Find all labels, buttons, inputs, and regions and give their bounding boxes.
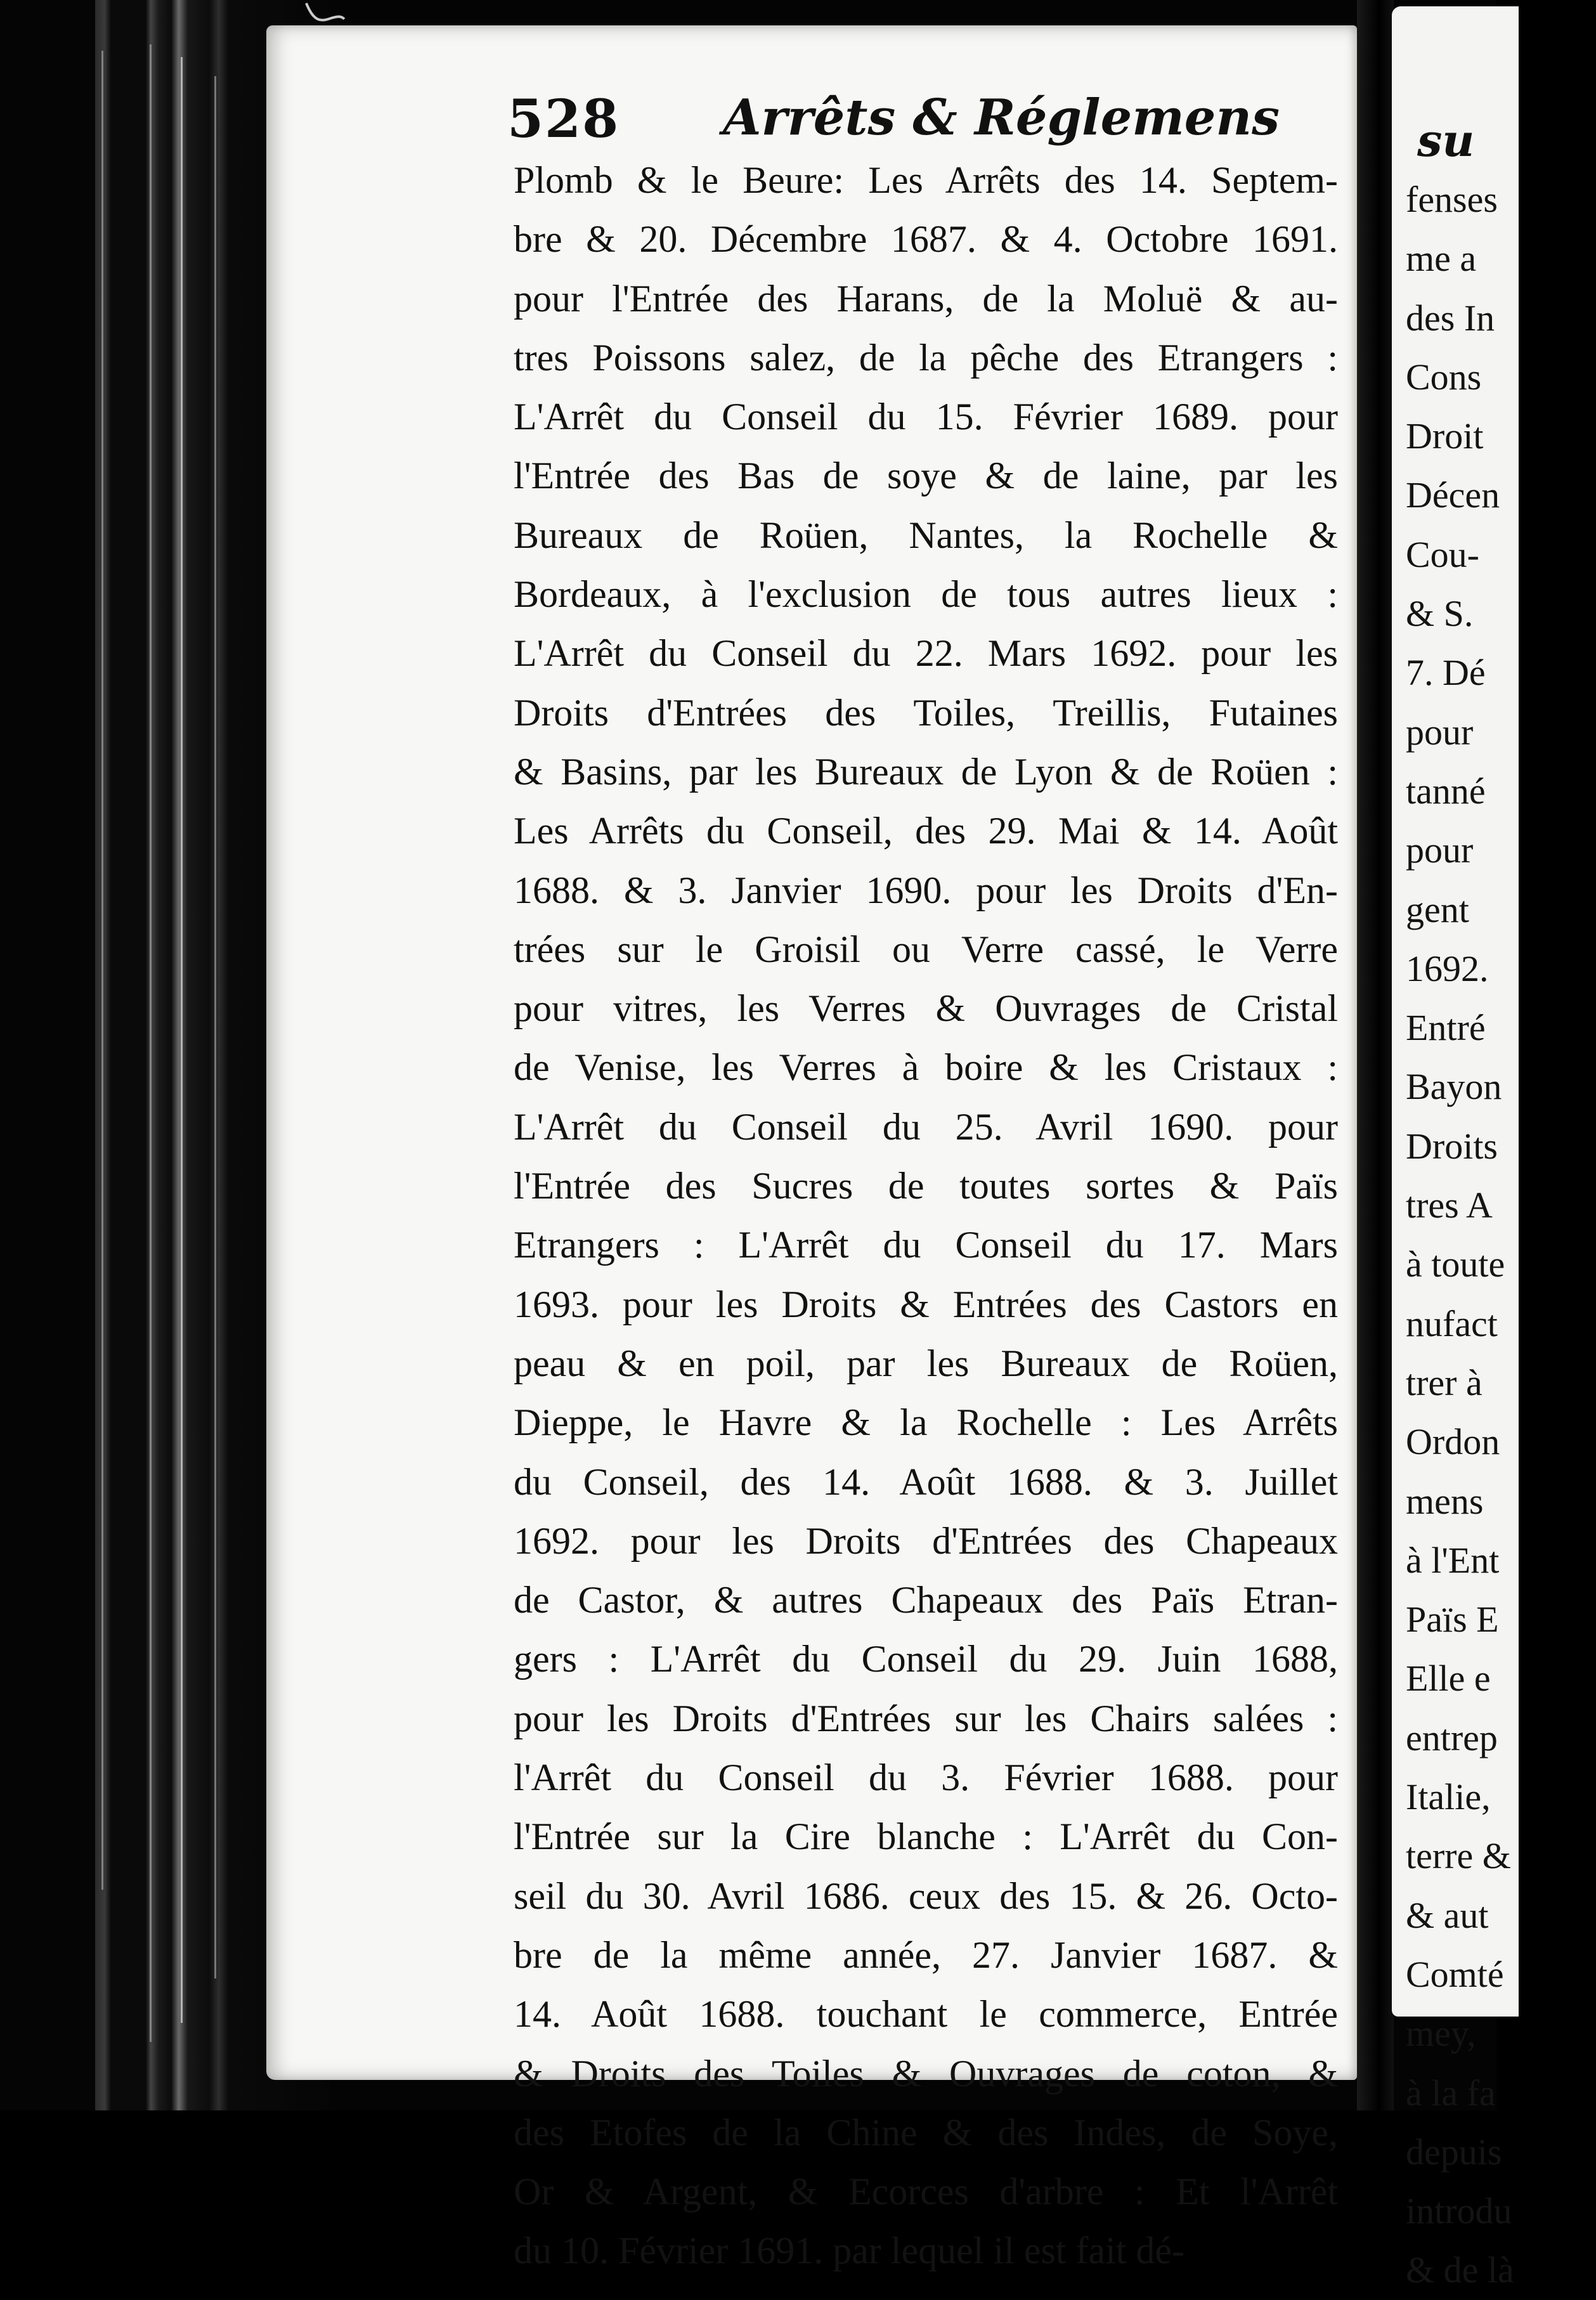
text-line: & Basins, par les Bureaux de Lyon & de Roüen : [514, 750, 1338, 793]
text-line: seil du 30. Avril 1686. ceux des 15. & 26. Octo- [514, 1874, 1338, 1917]
right-text-line: nufact [1406, 1303, 1498, 1344]
text-line: de Castor, & autres Chapeaux des Païs Etran- [514, 1579, 1338, 1621]
right-text-line: entrep [1406, 1717, 1498, 1758]
right-text-line: Bayon [1406, 1066, 1502, 1108]
right-text-line: Droit [1406, 415, 1484, 457]
text-line: pour l'Entrée des Harans, de la Moluë & au- [514, 277, 1338, 320]
text-line: Droits d'Entrées des Toiles, Treillis, Futaines [514, 691, 1338, 734]
text-line: pour vitres, les Verres & Ouvrages de Cristal [514, 987, 1338, 1030]
text-line: & Droits des Toiles & Ouvrages de coton, & [514, 2052, 1338, 2095]
right-text-line: depuis [1406, 2131, 1502, 2173]
right-text-line: Italie, [1406, 1776, 1491, 1818]
text-line: pour les Droits d'Entrées sur les Chairs salées : [514, 1697, 1338, 1739]
right-text-line: fenses [1406, 179, 1498, 220]
text-line: Les Arrêts du Conseil, des 29. Mai & 14. Août [514, 810, 1338, 852]
right-text-line: introdu [1406, 2190, 1512, 2232]
text-line: 1692. pour les Droits d'Entrées des Chapeaux [514, 1519, 1338, 1562]
right-text-line: à toute [1406, 1244, 1505, 1285]
right-text-line: Comté [1406, 1953, 1504, 1995]
text-line: Dieppe, le Havre & la Rochelle : Les Arrêts [514, 1401, 1338, 1444]
right-text-line: à la fa [1406, 2072, 1496, 2114]
page-number: 528 [507, 89, 620, 150]
right-text-line: Droits [1406, 1125, 1498, 1167]
text-line: des Etofes de la Chine & des Indes, de Soye, [514, 2111, 1338, 2154]
text-line: Bordeaux, à l'exclusion de tous autres lieux : [514, 573, 1338, 616]
right-text-line: terre & [1406, 1835, 1511, 1877]
text-line: Etrangers : L'Arrêt du Conseil du 17. Mars [514, 1224, 1338, 1266]
right-text-line: Elle e [1406, 1658, 1491, 1699]
right-text-line: gent [1406, 888, 1469, 930]
right-text-line: & de là [1406, 2249, 1514, 2291]
text-line: tres Poissons salez, de la pêche des Etrangers : [514, 336, 1338, 379]
right-text-line: Ordon [1406, 1421, 1500, 1463]
text-line: trées sur le Groisil ou Verre cassé, le Verre [514, 928, 1338, 970]
text-line: bre de la même année, 27. Janvier 1687. & [514, 1933, 1338, 1976]
text-line: l'Entrée sur la Cire blanche : L'Arrêt du Con- [514, 1816, 1338, 1858]
running-title: Arrêts & Réglemens [723, 89, 1280, 146]
text-line: Bureaux de Roüen, Nantes, la Rochelle & [514, 514, 1338, 556]
right-text-line: Cou- [1406, 533, 1479, 575]
page-edge-line [150, 44, 152, 2042]
text-line: L'Arrêt du Conseil du 25. Avril 1690. pour [514, 1105, 1338, 1148]
right-text-line: mens [1406, 1480, 1484, 1522]
right-text-line: 1692. [1406, 947, 1489, 989]
text-line: 1688. & 3. Janvier 1690. pour les Droits d'En- [514, 869, 1338, 911]
right-text-line: pour [1406, 829, 1474, 871]
right-text-line: à l'Ent [1406, 1539, 1500, 1581]
text-line: peau & en poil, par les Bureaux de Roüen, [514, 1342, 1338, 1384]
text-line: de Venise, les Verres à boire & les Cristaux : [514, 1046, 1338, 1089]
text-line: Or & Argent, & Ecorces d'arbre : Et l'Arrêt [514, 2171, 1338, 2213]
right-text-line: tres A [1406, 1185, 1493, 1226]
text-line: l'Arrêt du Conseil du 3. Février 1688. pour [514, 1757, 1338, 1799]
right-text-line: Cons [1406, 356, 1482, 398]
right-text-line: Décen [1406, 474, 1500, 516]
right-text-line: Entré [1406, 1007, 1486, 1049]
right-text-line: Païs E [1406, 1599, 1499, 1641]
book-gutter [1357, 0, 1394, 2110]
page-edge-line [101, 51, 103, 1890]
text-line: Plomb & le Beure: Les Arrêts des 14. Septem- [514, 159, 1338, 201]
text-line: gers : L'Arrêt du Conseil du 29. Juin 1688, [514, 1638, 1338, 1680]
right-running-head: su [1417, 114, 1475, 167]
page-edge-line [181, 57, 183, 2023]
right-text-line: mey, [1406, 2013, 1476, 2055]
right-text-line: trer à [1406, 1361, 1482, 1403]
page-edge-line [214, 76, 216, 1978]
right-page-fragment [1392, 6, 1519, 2291]
right-text-line: & aut [1406, 1894, 1489, 1936]
text-line: 1693. pour les Droits & Entrées des Castors en [514, 1283, 1338, 1325]
right-text-line: & S. [1406, 593, 1474, 635]
text-line: bre & 20. Décembre 1687. & 4. Octobre 1691. [514, 218, 1338, 261]
text-line: du Conseil, des 14. Août 1688. & 3. Juillet [514, 1460, 1338, 1503]
right-text-line: des In [1406, 297, 1495, 339]
right-text-line: pour [1406, 711, 1474, 753]
text-line: l'Entrée des Sucres de toutes sortes & Païs [514, 1165, 1338, 1207]
text-line: du 10. Février 1691. par lequel il est fait dé- [514, 2230, 1185, 2272]
text-line: l'Entrée des Bas de soye & de laine, par les [514, 455, 1338, 497]
right-text-line: 7. Dé [1406, 652, 1486, 694]
body-text [514, 151, 1338, 2281]
text-line: L'Arrêt du Conseil du 15. Février 1689. pour [514, 396, 1338, 438]
right-page-text [1406, 170, 1596, 2300]
text-line: 14. Août 1688. touchant le commerce, Entrée [514, 1993, 1338, 2036]
right-text-line: me a [1406, 238, 1477, 280]
text-line: L'Arrêt du Conseil du 22. Mars 1692. pour les [514, 632, 1338, 675]
right-text-line: tanné [1406, 770, 1486, 812]
